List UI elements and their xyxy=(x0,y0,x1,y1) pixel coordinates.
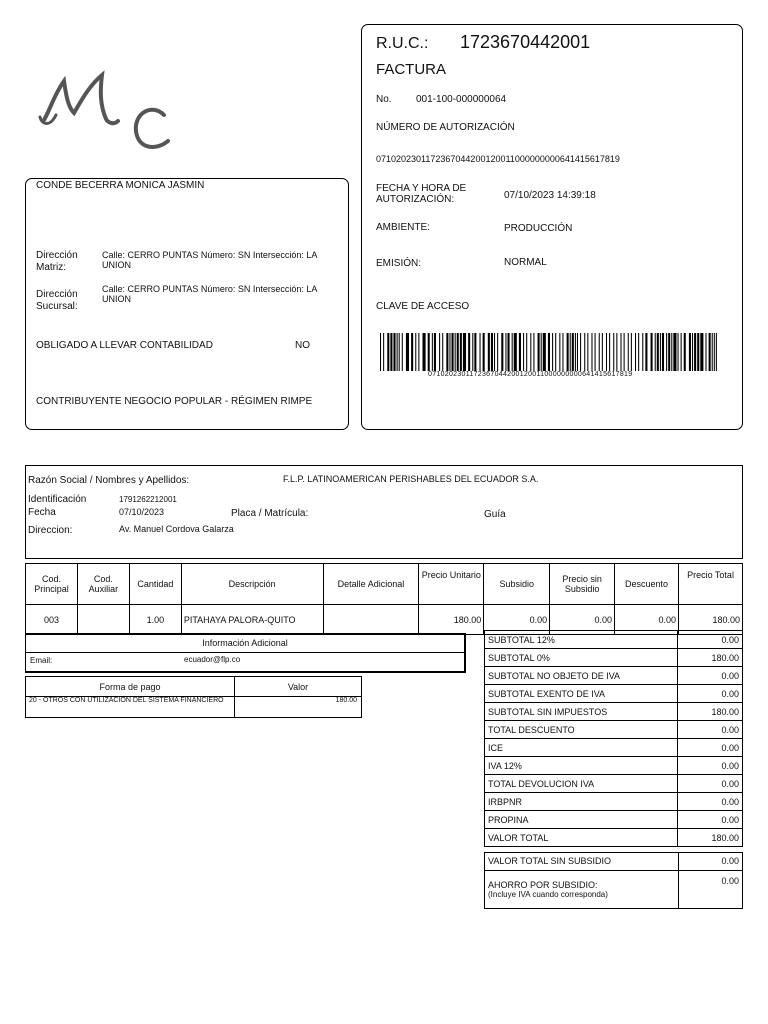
totals-value: 0.00 xyxy=(678,775,743,793)
barcode-bar xyxy=(662,333,664,371)
barcode-bar xyxy=(541,333,542,371)
access-key-barcode xyxy=(380,333,720,371)
items-header-row xyxy=(26,564,743,605)
barcode-bar xyxy=(393,333,395,371)
barcode-bar xyxy=(468,333,470,371)
barcode-bar xyxy=(697,333,699,371)
ahorro-value: 0.00 xyxy=(721,876,739,886)
barcode-bar xyxy=(538,333,540,371)
barcode-bar xyxy=(671,333,672,371)
totals-value: 0.00 xyxy=(678,685,743,703)
barcode-bar xyxy=(460,333,462,371)
barcode-bar xyxy=(491,333,493,371)
col-precio-total: Precio Total xyxy=(679,564,743,605)
totals-label: VALOR TOTAL xyxy=(485,829,678,847)
totals-row xyxy=(485,685,743,703)
barcode-bar xyxy=(474,333,476,371)
barcode-bar xyxy=(457,333,459,371)
direccion-label: Direccion: xyxy=(28,525,73,536)
barcode-bar xyxy=(442,333,443,371)
barcode-bar xyxy=(501,333,503,371)
col-precio-unitario: Precio Unitario xyxy=(419,564,484,605)
barcode-bar xyxy=(380,333,381,371)
barcode-bar xyxy=(530,333,531,371)
barcode-bar xyxy=(689,333,691,371)
totals-row xyxy=(485,703,743,721)
auth-label: NÚMERO DE AUTORIZACIÓN xyxy=(376,122,515,133)
col-cod-principal: Cod. Principal xyxy=(26,564,78,605)
barcode-bar xyxy=(446,333,448,371)
forma-pago-header: Forma de pago xyxy=(26,677,235,697)
email-label: Email: xyxy=(30,656,53,665)
auth-number: 0710202301172367044200120011000000000641415617819 xyxy=(376,154,620,164)
barcode-bar xyxy=(660,333,661,371)
buyer-box xyxy=(25,465,743,559)
barcode-bar xyxy=(628,333,629,371)
barcode-bar xyxy=(705,333,706,371)
totals-label: PROPINA xyxy=(485,811,678,829)
barcode-bar xyxy=(673,333,676,371)
ruc-label: R.U.C.: xyxy=(376,35,429,52)
barcode-bar xyxy=(606,333,607,371)
barcode-bar xyxy=(567,333,569,371)
cell-precio-total: 180.00 xyxy=(679,605,743,635)
cell-descripcion: PITAHAYA PALORA-QUITO xyxy=(181,605,323,635)
totals-value: 180.00 xyxy=(678,649,743,667)
col-cantidad: Cantidad xyxy=(129,564,181,605)
barcode-bar xyxy=(463,333,466,371)
barcode-bar xyxy=(620,333,621,371)
totals-value: 180.00 xyxy=(678,829,743,847)
fecha-auth-label: FECHA Y HORA DE AUTORIZACIÓN: xyxy=(376,183,467,205)
barcode-bar xyxy=(668,333,670,371)
barcode-bar xyxy=(387,333,389,371)
seller-name: CONDE BECERRA MONICA JASMIN xyxy=(36,180,205,191)
ambiente-label: AMBIENTE: xyxy=(376,222,430,233)
barcode-bar xyxy=(599,333,600,371)
totals-label: ICE xyxy=(485,739,678,757)
totals-row xyxy=(485,721,743,739)
barcode-bar xyxy=(575,333,576,371)
barcode-bar xyxy=(584,333,585,371)
barcode-bar xyxy=(519,333,521,371)
barcode-bar xyxy=(508,333,510,371)
barcode-bar xyxy=(613,333,614,371)
obligado-label: OBLIGADO A LLEVAR CONTABILIDAD xyxy=(36,340,213,351)
barcode-bar xyxy=(483,333,485,371)
totals-row xyxy=(485,649,743,667)
totals-row xyxy=(485,811,743,829)
totals-row xyxy=(485,775,743,793)
doc-type: FACTURA xyxy=(376,61,447,78)
barcode-bar xyxy=(684,333,686,371)
razon-label: Razón Social / Nombres y Apellidos: xyxy=(28,475,190,486)
seller-box xyxy=(25,178,349,430)
cell-cantidad: 1.00 xyxy=(129,605,181,635)
totals-value: 0.00 xyxy=(678,631,743,649)
barcode-bar xyxy=(559,333,560,371)
barcode-bar xyxy=(505,333,506,371)
barcode-bar xyxy=(472,333,473,371)
pago-valor-value: 180.00 xyxy=(235,697,362,718)
payment-table xyxy=(25,676,362,718)
valor-header: Valor xyxy=(235,677,362,697)
barcode-bar xyxy=(642,333,643,371)
totals-row xyxy=(485,829,743,847)
barcode-bar xyxy=(572,333,574,371)
barcode-bar xyxy=(455,333,456,371)
invoice-number: 001-100-000000064 xyxy=(416,94,507,105)
barcode-bar xyxy=(595,333,596,371)
totals-label: SUBTOTAL 12% xyxy=(485,631,678,649)
ambiente-value: PRODUCCIÓN xyxy=(504,223,573,234)
id-value: 1791262212001 xyxy=(119,495,177,504)
dir-sucursal-value: Calle: CERRO PUNTAS Número: SN Intersección: LA UNION xyxy=(102,284,317,304)
fecha-auth-value: 07/10/2023 14:39:18 xyxy=(504,190,596,201)
barcode-bar xyxy=(700,333,703,371)
barcode-bar xyxy=(645,333,647,371)
barcode-bar xyxy=(514,333,517,371)
razon-value: F.L.P. LATINOAMERICAN PERISHABLES DEL ECUADOR S.A. xyxy=(283,474,539,484)
totals-value: 0.00 xyxy=(678,757,743,775)
cell-descuento: 0.00 xyxy=(615,605,679,635)
totals-label: TOTAL DEVOLUCION IVA xyxy=(485,775,678,793)
barcode-bar xyxy=(428,333,430,371)
barcode-bar xyxy=(577,333,578,371)
direccion-value: Av. Manuel Cordova Galarza xyxy=(119,524,234,534)
totals-label: SUBTOTAL SIN IMPUESTOS xyxy=(485,703,678,721)
totals-row xyxy=(485,793,743,811)
col-cod-auxiliar: Cod. Auxiliar xyxy=(77,564,129,605)
barcode-bar xyxy=(602,333,603,371)
totals-row xyxy=(485,631,743,649)
id-label: Identificación xyxy=(28,494,87,505)
guia-label: Guía xyxy=(484,509,506,520)
barcode-bar xyxy=(411,333,413,371)
totals-label: SUBTOTAL NO OBJETO DE IVA xyxy=(485,667,678,685)
invoice-number-label: No. xyxy=(376,94,392,105)
sin-subsidio-label: VALOR TOTAL SIN SUBSIDIO xyxy=(488,856,612,866)
barcode-bar xyxy=(480,333,481,371)
barcode-bar xyxy=(432,333,433,371)
barcode-bar xyxy=(494,333,495,371)
barcode-bar xyxy=(497,333,498,371)
barcode-bar xyxy=(570,333,571,371)
barcode-bar xyxy=(666,333,667,371)
col-precio-sin-subsidio: Precio sin Subsidio xyxy=(550,564,615,605)
barcode-bar xyxy=(692,333,693,371)
barcode-bar xyxy=(712,333,713,371)
barcode-bar xyxy=(434,333,436,371)
fecha-value: 07/10/2023 xyxy=(119,507,165,517)
cell-subsidio: 0.00 xyxy=(484,605,550,635)
totals-label: IVA 12% xyxy=(485,757,678,775)
totals-value: 180.00 xyxy=(678,703,743,721)
col-detalle: Detalle Adicional xyxy=(323,564,419,605)
barcode-bar xyxy=(624,333,625,371)
totals-label: SUBTOTAL EXENTO DE IVA xyxy=(485,685,678,703)
barcode-bar xyxy=(415,333,416,371)
info-adicional-box xyxy=(25,633,466,673)
barcode-bar xyxy=(657,333,659,371)
barcode-bar xyxy=(638,333,639,371)
barcode-bar xyxy=(616,333,617,371)
barcode-bar xyxy=(439,333,440,371)
ruc-value: 1723670442001 xyxy=(460,32,591,52)
barcode-bar xyxy=(591,333,592,371)
cell-precio-unitario: 180.00 xyxy=(419,605,484,635)
barcode-bar xyxy=(631,333,632,371)
barcode-bar xyxy=(383,333,384,371)
barcode-bar xyxy=(533,333,534,371)
subsidio-box xyxy=(484,852,743,909)
barcode-bar xyxy=(543,333,546,371)
totals-value: 0.00 xyxy=(678,793,743,811)
totals-value: 0.00 xyxy=(678,667,743,685)
dir-matriz-value: Calle: CERRO PUNTAS Número: SN Intersección: LA UNION xyxy=(102,250,317,270)
barcode-bar xyxy=(548,333,550,371)
col-descuento: Descuento xyxy=(615,564,679,605)
totals-row xyxy=(485,739,743,757)
barcode-bar xyxy=(694,333,696,371)
cell-detalle xyxy=(323,605,419,635)
obligado-value: NO xyxy=(295,340,310,351)
totals-value: 0.00 xyxy=(678,811,743,829)
sin-subsidio-value: 0.00 xyxy=(721,856,739,866)
totals-label: SUBTOTAL 0% xyxy=(485,649,678,667)
barcode-bar xyxy=(580,333,581,371)
barcode-bar xyxy=(523,333,524,371)
barcode-bar xyxy=(406,333,409,371)
barcode-bar xyxy=(716,333,717,371)
emision-value: NORMAL xyxy=(504,257,547,268)
barcode-bar xyxy=(397,333,398,371)
items-table xyxy=(25,563,743,635)
cell-cod-principal: 003 xyxy=(26,605,78,635)
cell-precio-sin-subsidio: 0.00 xyxy=(550,605,615,635)
totals-row xyxy=(485,757,743,775)
company-logo xyxy=(30,55,190,165)
totals-row xyxy=(485,667,743,685)
emision-label: EMISIÓN: xyxy=(376,258,422,269)
cell-cod-auxiliar xyxy=(77,605,129,635)
barcode-bar xyxy=(681,333,682,371)
barcode-bar xyxy=(635,333,636,371)
barcode-bar xyxy=(709,333,711,371)
totals-label: TOTAL DESCUENTO xyxy=(485,721,678,739)
regimen-text: CONTRIBUYENTE NEGOCIO POPULAR - RÉGIMEN RIMPE xyxy=(36,396,313,407)
clave-value: 0710202301172367044200120011000000000641415617819 xyxy=(428,371,633,378)
barcode-bar xyxy=(714,333,715,371)
barcode-bar xyxy=(418,333,419,371)
col-descripcion: Descripción xyxy=(181,564,323,605)
barcode-bar xyxy=(402,333,403,371)
placa-label: Placa / Matrícula: xyxy=(231,508,309,519)
barcode-bar xyxy=(449,333,450,371)
totals-table xyxy=(484,630,743,847)
issuer-box xyxy=(361,24,743,430)
barcode-bar xyxy=(555,333,556,371)
totals-value: 0.00 xyxy=(678,739,743,757)
totals-value: 0.00 xyxy=(678,721,743,739)
barcode-bar xyxy=(678,333,679,371)
barcode-bar xyxy=(655,333,656,371)
ahorro-note: (Incluye IVA cuando corresponda) xyxy=(488,890,608,899)
barcode-bar xyxy=(512,333,513,371)
barcode-bar xyxy=(651,333,653,371)
fecha-label: Fecha xyxy=(28,507,56,518)
dir-sucursal-label: Dirección Sucursal: xyxy=(36,289,78,312)
ahorro-label: AHORRO POR SUBSIDIO: xyxy=(488,880,598,890)
barcode-bar xyxy=(609,333,610,371)
dir-matriz-label: Dirección Matriz: xyxy=(36,250,78,273)
forma-pago-value: 20 - OTROS CON UTILIZACION DEL SISTEMA FINANCIERO xyxy=(26,697,235,718)
email-value: ecuador@flp.co xyxy=(184,655,241,664)
barcode-bar xyxy=(552,333,553,371)
barcode-bar xyxy=(423,333,426,371)
barcode-bar xyxy=(390,333,392,371)
barcode-bar xyxy=(562,333,563,371)
totals-label: IRBPNR xyxy=(485,793,678,811)
barcode-bar xyxy=(587,333,588,371)
clave-label: CLAVE DE ACCESO xyxy=(376,301,470,312)
barcode-bar xyxy=(399,333,400,371)
barcode-bar xyxy=(452,333,454,371)
info-adicional-title: Información Adicional xyxy=(26,634,464,653)
barcode-bar xyxy=(488,333,490,371)
col-subsidio: Subsidio xyxy=(484,564,550,605)
barcode-bar xyxy=(526,333,527,371)
